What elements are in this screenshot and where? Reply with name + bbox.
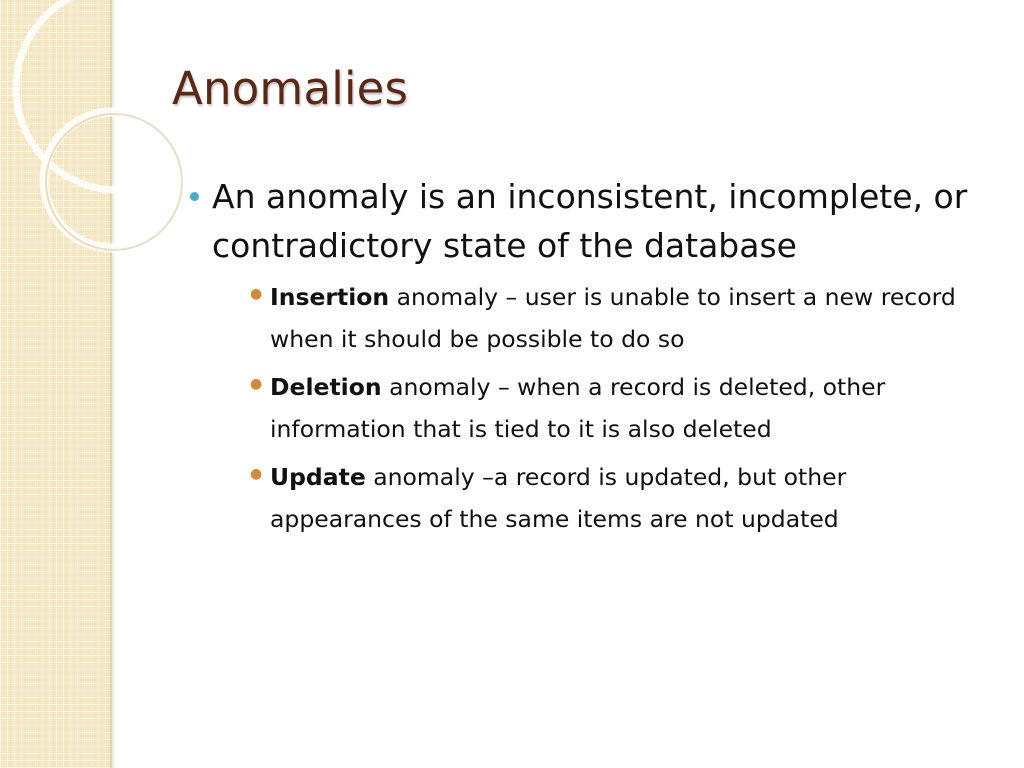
slide-title: Anomalies (172, 62, 409, 115)
small-bullet-icon: ● (250, 286, 263, 302)
sub-bullet-text: anomaly – user is unable to insert a new record when it should be possible to do so (270, 283, 956, 353)
slide-content (190, 172, 1000, 546)
main-bullet (190, 172, 1000, 270)
sub-bullet-text: anomaly – when a record is deleted, other information that is tied to it is also deleted (270, 373, 886, 443)
small-bullet-icon: ● (250, 376, 263, 392)
sub-bullet-list (190, 276, 1000, 540)
sub-bullet-term: Deletion (270, 373, 382, 401)
sub-bullet-term: Insertion (270, 283, 390, 311)
main-bullet-text: An anomaly is an inconsistent, incomplete, or contradictory state of the database (212, 177, 968, 265)
bullet-dot-icon (190, 192, 199, 201)
small-bullet-icon: ● (250, 466, 263, 482)
sub-bullet-term: Update (270, 463, 366, 491)
decorative-rings (0, 0, 200, 260)
sub-bullet-deletion (250, 366, 1000, 450)
sub-bullet-update (250, 456, 1000, 540)
sub-bullet-insertion (250, 276, 1000, 360)
sub-bullet-text: anomaly –a record is updated, but other appearances of the same items are not updated (270, 463, 847, 533)
